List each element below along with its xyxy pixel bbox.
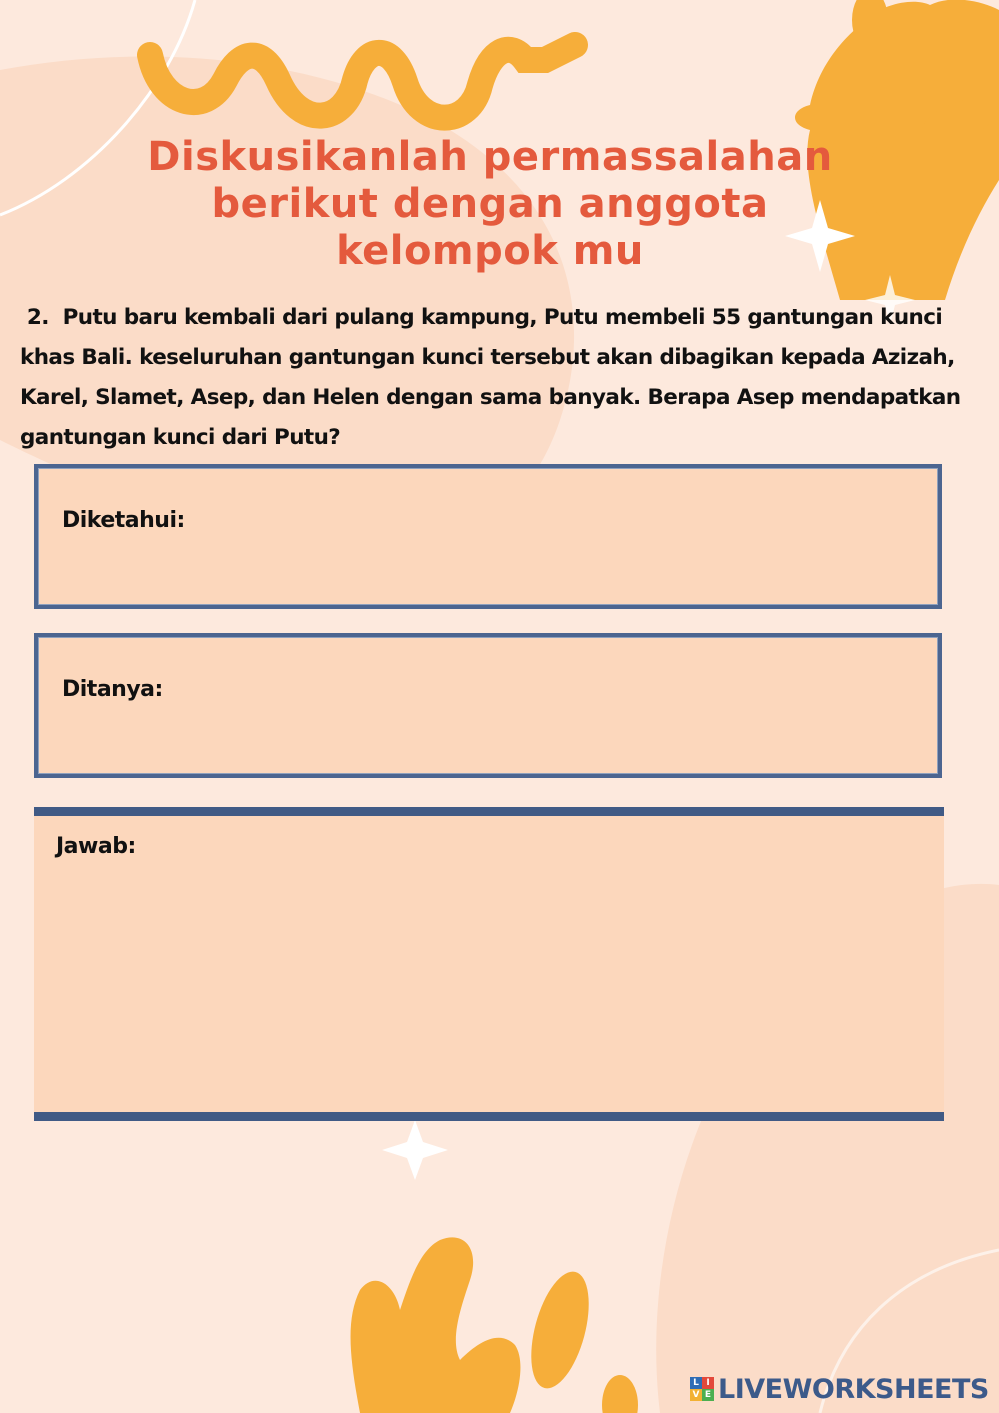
page-title (120, 134, 860, 275)
question-body: Putu baru kembali dari pulang kampung, Putu membeli 55 gantungan kunci khas Bali. keseluruhan gantungan kunci tersebut akan dibagikan kepada Azizah, Karel, Slamet, Asep, dan Helen dengan sama banyak. Berapa Asep mendapatkan gantungan kunci dari Putu? (20, 305, 961, 450)
brand-name: LIVEWORKSHEETS (718, 1373, 989, 1405)
known-label: Diketahui: (62, 508, 185, 533)
answer-label: Jawab: (56, 834, 136, 859)
question-number: 2. (26, 305, 49, 330)
question-text (20, 298, 988, 458)
title-line-3: kelompok mu (336, 228, 644, 274)
answer-bottom-border (34, 1112, 944, 1121)
liveworksheets-brand (690, 1374, 989, 1404)
answer-box[interactable] (34, 816, 944, 1112)
asked-label: Ditanya: (62, 677, 163, 702)
answer-top-border (34, 807, 944, 816)
title-line-2: berikut dengan anggota (211, 181, 769, 227)
title-line-1: Diskusikanlah permassalahan (147, 134, 833, 180)
liveworksheets-logo-icon: L I V E (690, 1377, 714, 1401)
known-answer-box[interactable] (34, 464, 942, 609)
asked-answer-box[interactable] (34, 633, 942, 778)
